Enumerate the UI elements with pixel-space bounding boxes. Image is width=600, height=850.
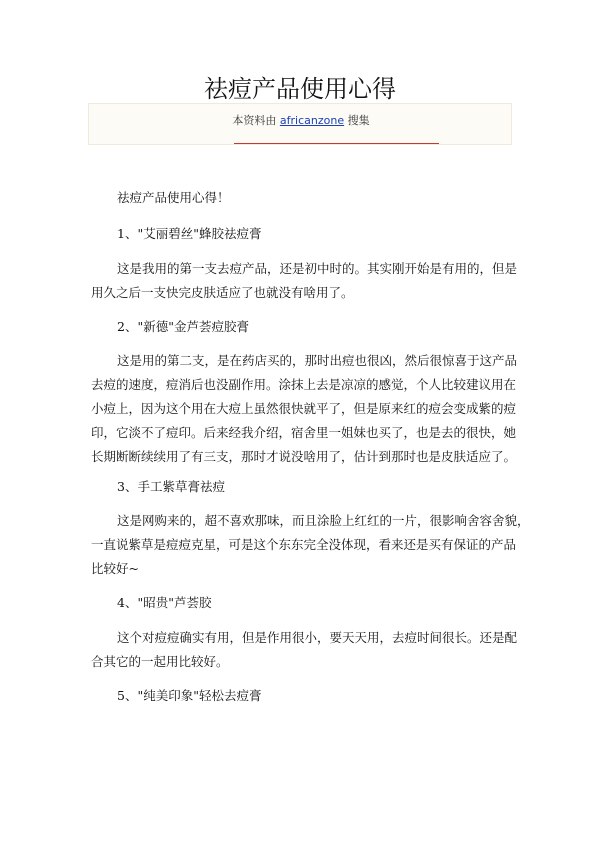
paragraph-line: 这是网购来的，超不喜欢那味，而且涂脸上红红的一片，很影响舍容舍貌， [117,513,530,528]
section-paragraph [91,349,523,469]
title-divider [234,143,439,144]
section-heading: 2、"新德"金芦荟痘胶膏 [117,319,249,334]
source-link[interactable]: africanzone [279,114,345,127]
paragraph-line: 用久之后一支快完皮肤适应了也就没有啥用了。 [91,285,354,300]
section-heading: 5、"纯美印象"轻松去痘膏 [117,688,262,703]
section-paragraph [91,626,523,674]
paragraph-line: 这是我用的第一支去痘产品，还是初中时的。其实刚开始是有用的，但是 [117,261,518,276]
paragraph-line: 长期断断续续用了有三支，那时才说没啥用了，估计到那时也是皮肤适应了。 [91,449,517,464]
intro-text: 祛痘产品使用心得！ [117,190,230,205]
paragraph-line: 小痘上，因为这个用在大痘上虽然很快就平了，但是原来红的痘会变成紫的痘 [91,401,517,416]
paragraph-line: 比较好~ [91,561,139,576]
paragraph-line: 印，它淡不了痘印。后来经我介绍，宿舍里一姐妹也买了，也是去的很快，她 [91,425,517,440]
paragraph-line: 去痘的速度，痘消后也没副作用。涂抹上去是凉凉的感觉，个人比较建议用在 [91,377,517,392]
source-suffix: 搜集 [344,114,370,127]
section-heading: 4、"昭贵"芦荟胶 [117,595,212,610]
paragraph-line: 一直说紫草是痘痘克星，可是这个东东完全没体现，看来还是买有保证的产品 [91,537,517,552]
source-prefix: 本资料由 [232,114,280,127]
section-heading: 1、"艾丽碧丝"蜂胶祛痘膏 [117,226,262,241]
section-paragraph [91,509,530,581]
section-paragraph [91,257,523,305]
paragraph-line: 这是用的第二支，是在药店买的，那时出痘也很凶，然后很惊喜于这产品 [117,353,518,368]
paragraph-line: 这个对痘痘确实有用，但是作用很小，要天天用，去痘时间很长。还是配 [117,630,518,645]
section-heading: 3、手工紫草膏祛痘 [117,479,225,494]
paragraph-line: 合其它的一起用比较好。 [91,654,229,669]
source-box [88,103,512,145]
document-title: 祛痘产品使用心得 [204,75,396,103]
source-line [89,113,513,129]
